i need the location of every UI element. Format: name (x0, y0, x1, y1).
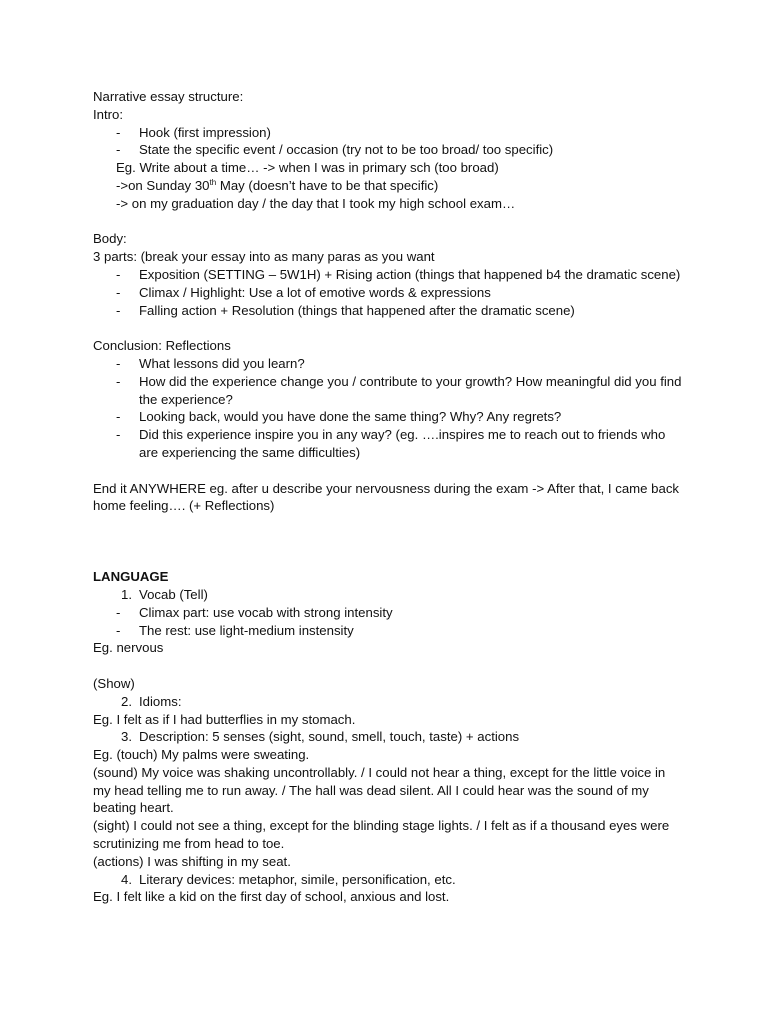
conclusion-heading: Conclusion: Reflections (93, 338, 231, 354)
conclusion-bullet-inspire: - Did this experience inspire you in any way? (eg. ….inspires me to reach out to friends who are experiencing the same difficulties) (116, 427, 669, 460)
intro-heading: Intro: (93, 106, 124, 122)
conclusion-bullet-lessons: - What lessons did you learn? (116, 355, 305, 371)
bullet-text: Hook (first impression) (139, 124, 271, 140)
intro-bullet-event: - State the specific event / occasion (try not to be too broad/ too specific) (116, 142, 554, 158)
intro-example-3: -> on my graduation day / the day that I took my high school exam… (116, 195, 516, 211)
bullet-text: The rest: use light-medium instensity (139, 622, 354, 638)
bullet-text: How did the experience change you / contribute to your growth? How meaningful did you find the experience? (139, 373, 686, 407)
bullet-text: Did this experience inspire you in any way? (eg. ….inspires me to reach out to friends who are experiencing the same difficulties) (139, 427, 669, 460)
item-number: 3. (121, 729, 132, 745)
intro-example-1: Eg. Write about a time… -> when I was in primary sch (too broad) (116, 160, 499, 176)
date-note: (doesn’t have to be that specific) (248, 177, 439, 193)
item-text: Idioms: (139, 693, 182, 709)
bullet-text: Climax part: use vocab with strong intensity (139, 604, 393, 620)
end-note: End it ANYWHERE eg. after u describe your nervousness during the exam -> After that, I came back home feeling…. (+ Reflections) (93, 480, 683, 514)
language-item-1 (93, 586, 683, 604)
vocab-bullet-climax: - Climax part: use vocab with strong intensity (116, 604, 393, 620)
show-label: (Show) (93, 675, 135, 691)
item-number: 2. (121, 693, 132, 709)
document-title: Narrative essay structure: (93, 89, 244, 104)
item-number: 4. (121, 871, 132, 887)
language-item-4 (93, 871, 683, 889)
item-text: Description: 5 senses (sight, sound, smell, touch, taste) + actions (139, 729, 520, 745)
date-prefix: ->on Sunday 30 (116, 177, 210, 193)
bullet-text: What lessons did you learn? (139, 355, 305, 371)
document-content (93, 88, 686, 906)
body-bullet-exposition: - Exposition (SETTING – 5W1H) + Rising action (things that happened b4 the dramatic scene) (116, 266, 681, 282)
intro-bullet-hook: - Hook (first impression) (116, 124, 271, 140)
date-superscript: th (209, 177, 217, 187)
language-item-3 (93, 728, 683, 746)
language-heading: LANGUAGE (93, 569, 169, 585)
bullet-text: Looking back, would you have done the same thing? Why? Any regrets? (139, 409, 562, 425)
body-heading: Body: (93, 231, 127, 247)
body-bullet-falling-action: - Falling action + Resolution (things that happened after the dramatic scene) (116, 302, 575, 318)
description-example-actions: (actions) I was shifting in my seat. (93, 853, 291, 869)
bullet-text: Falling action + Resolution (things that happened after the dramatic scene) (139, 302, 575, 318)
date-suffix: May (216, 177, 245, 193)
intro-example-2 (93, 177, 683, 195)
conclusion-bullet-growth: - How did the experience change you / contribute to your growth? How meaningful did you find the experience? (116, 373, 686, 407)
literary-devices-example: Eg. I felt like a kid on the first day of school, anxious and lost. (93, 889, 450, 905)
description-example-sound: (sound) My voice was shaking uncontrollably. / I could not hear a thing, except for the little voice in my head telling me to run away. / The hall was dead silent. All I could hear was the sound of my beating heart. (93, 764, 669, 816)
vocab-bullet-rest: - The rest: use light-medium instensity (116, 622, 354, 638)
body-bullet-climax: - Climax / Highlight: Use a lot of emotive words & expressions (116, 284, 491, 300)
conclusion-bullet-looking-back: - Looking back, would you have done the same thing? Why? Any regrets? (116, 409, 562, 425)
item-text: Literary devices: metaphor, simile, personification, etc. (139, 871, 456, 887)
description-example-sight: (sight) I could not see a thing, except for the blinding stage lights. / I felt as if a thousand eyes were scrutinizing me from head to toe. (93, 818, 673, 852)
vocab-example: Eg. nervous (93, 640, 164, 656)
bullet-text: Climax / Highlight: Use a lot of emotive words & expressions (139, 284, 491, 300)
language-item-2 (93, 693, 683, 711)
item-number: 1. (121, 586, 132, 602)
bullet-text: State the specific event / occasion (try not to be too broad/ too specific) (139, 142, 554, 158)
idioms-example: Eg. I felt as if I had butterflies in my stomach. (93, 711, 356, 727)
body-parts-line: 3 parts: (break your essay into as many paras as you want (93, 249, 435, 265)
bullet-text: Exposition (SETTING – 5W1H) + Rising action (things that happened b4 the dramatic scene) (139, 266, 681, 282)
description-example-touch: Eg. (touch) My palms were sweating. (93, 747, 310, 763)
item-text: Vocab (Tell) (139, 586, 208, 602)
